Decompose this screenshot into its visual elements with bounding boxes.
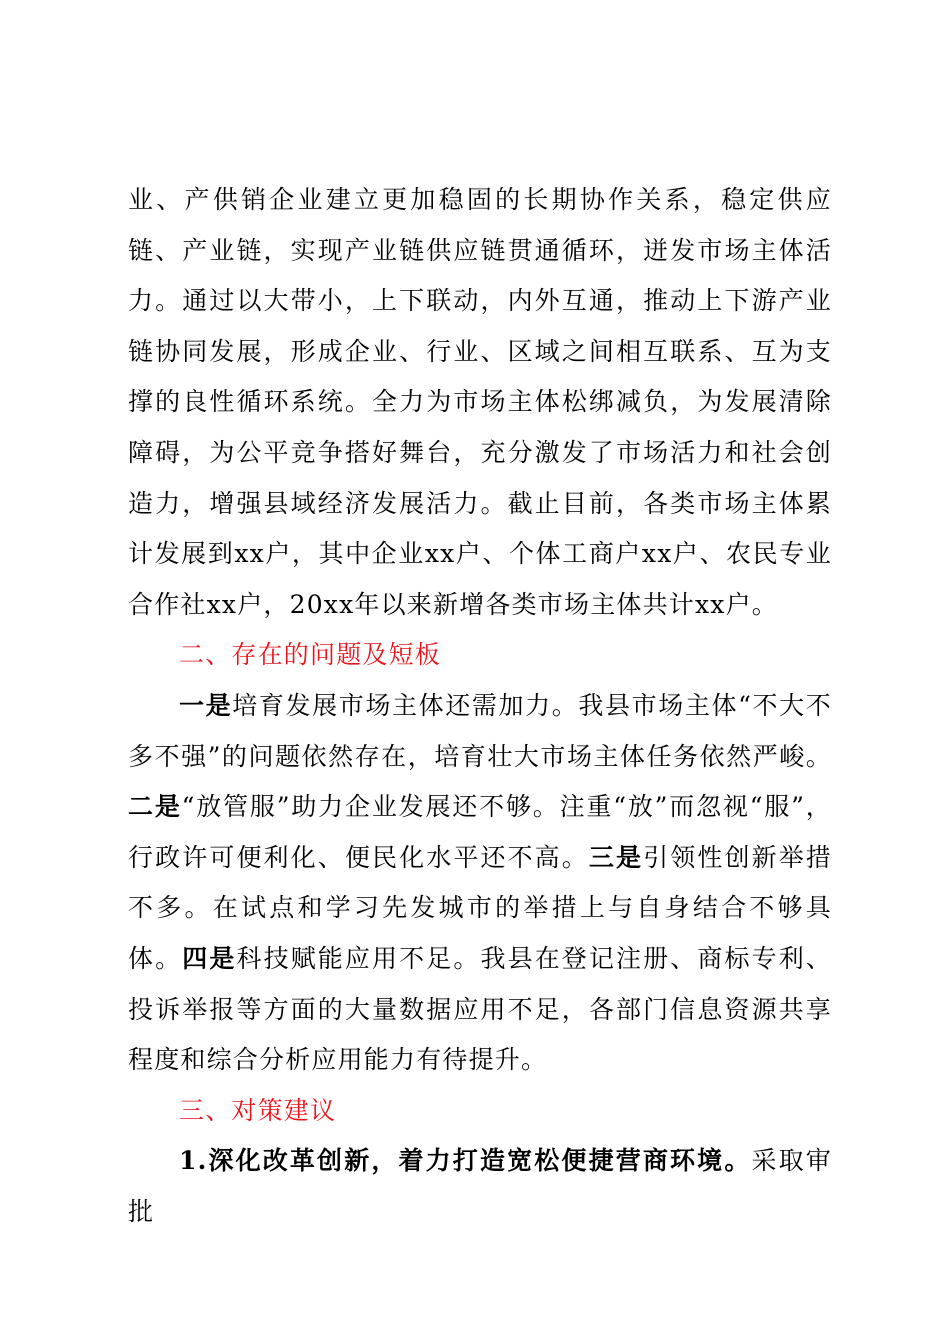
problem-4-lead: 四是: [182, 943, 237, 973]
problem-1-text: 培育发展市场主体还需加力。我县市场主体“不大不多不强”的问题依然存在，培育壮大市场主体任务依然严峻。: [128, 690, 833, 771]
problem-4-text: 科技赋能应用不足。我县在登记注册、商标专利、投诉举报等方面的大量数据应用不足，各部门信息资源共享程度和综合分析应用能力有待提升。: [128, 943, 833, 1075]
suggestion-1-text: 采取审批: [128, 1146, 832, 1226]
problem-3-text: 引领性创新举措不多。在试点和学习先发城市的举措上与自身结合不够具体。: [128, 842, 833, 973]
problem-1-lead: 一是: [179, 690, 233, 720]
section-heading-suggestions: 三、对策建议: [179, 1095, 337, 1125]
paragraph-problems: [128, 681, 832, 1086]
problem-2-lead: 二是: [128, 792, 182, 822]
problem-2-text: “放管服”助力企业发展还不够。注重“放”而忽视“服”，行政许可便利化、便民化水平还不高。: [128, 792, 832, 872]
paragraph-suggestion-1: [128, 1136, 832, 1237]
section-heading-problems: 二、存在的问题及短板: [179, 640, 442, 670]
suggestion-1-lead: 1.深化改革创新，着力打造宽松便捷营商环境。: [179, 1146, 752, 1176]
paragraph-market-vitality: 业、产供销企业建立更加稳固的长期协作关系，稳定供应链、产业链，实现产业链供应链贯通循环，迸发市场主体活力。通过以大带小，上下联动，内外互通，推动上下游产业链协同发展，形成企业、行业、区域之间相互联系、互为支撑的良性循环系统。全力为市场主体松绑减负，为发展清除障碍，为公平竞争搭好舞台，充分激发了市场活力和社会创造力，增强县域经济发展活力。截止目前，各类市场主体累计发展到xx户，其中企业xx户、个体工商户xx户、农民专业合作社xx户，20xx年以来新增各类市场主体共计xx户。: [128, 185, 832, 619]
document-body: [128, 175, 832, 1237]
problem-3-lead: 三是: [588, 842, 644, 872]
